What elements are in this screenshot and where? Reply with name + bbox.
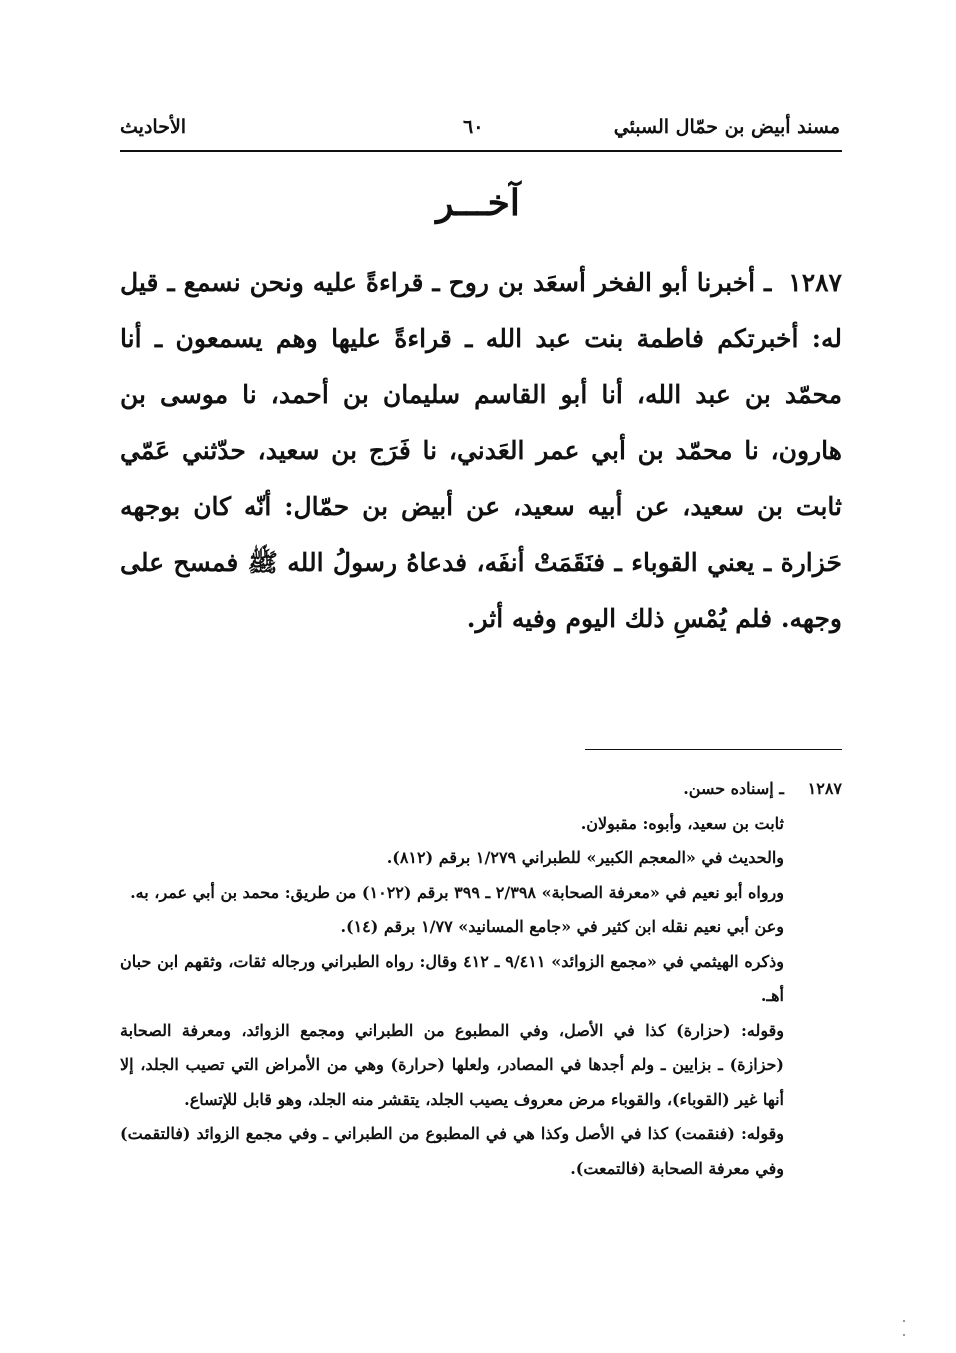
chapter-heading: آخـــر: [436, 182, 520, 224]
footnote-line: وعن أبي نعيم نقله ابن كثير في «جامع المسانيد» ١/٧٧ برقم (١٤).: [340, 917, 784, 936]
hadith-body: ـ أخبرنا أبو الفخر أسعَد بن روح ـ قراءةً عليه ونحن نسمع ـ قيل له: أخبرتكم فاطمة بنت عبد الله ـ قراءةً عليها وهم يسمعون ـ أنا محمّد بن عبد الله، أنا أبو القاسم سليمان بن أحمد، نا موسى بن هارون، نا محمّد بن أبي عمر العَدني، نا فَرَج بن سعيد، حدّثني عَمّي ثابت بن سعيد، عن أبيه سعيد، عن أبيض بن حمّال: أنّه كان بوجهه حَزارة ـ يعني القوباء ـ فنَقَمَتْ أنفَه، فدعاهُ رسولُ الله ﷺ فمسح على وجهه. فلم يُمْسِ ذلك اليوم وفيه أثر.: [120, 268, 842, 633]
footnote-line: ثابت بن سعيد، وأبوه: مقبولان.: [580, 813, 784, 833]
hadith-number: ١٢٨٧: [788, 268, 842, 297]
footnote-line: [120, 772, 842, 807]
section-title: الأحاديث: [120, 116, 187, 138]
header-divider: [120, 150, 842, 152]
book-title: مسند أبيض بن حمّال السبئي: [613, 116, 840, 138]
footnote-line: وذكره الهيثمي في «مجمع الزوائد» ٩/٤١١ ـ ٤١٢ وقال: رواه الطبراني ورجاله ثقات، وثقهم ابن حبان أهـ.: [120, 951, 785, 1005]
footnote-line: وقوله: (حزارة) كذا في الأصل، وفي المطبوع من الطبراني ومجمع الزوائد، ومعرفة الصحابة (حزازة) ـ بزايين ـ ولم أجدها في المصادر، ولعلها (حرارة) وهي من الأمراض التي تصيب الجلد، إلا أنها غير (القوباء)، والقوباء مرض معروف يصيب الجلد، يتقشر منه الجلد، وهو قابل للإتساع.: [120, 1020, 784, 1109]
footnote-line: والحديث في «المعجم الكبير» للطبراني ١/٢٧٩ برقم (٨١٢).: [386, 848, 784, 867]
footnote-line: ورواه أبو نعيم في «معرفة الصحابة» ٢/٣٩٨ ـ ٣٩٩ برقم (١٠٢٢) من طريق: محمد بن أبي عمر، به.: [130, 882, 784, 902]
footnote-number: ١٢٨٧: [807, 779, 842, 798]
footnote-divider: [585, 749, 842, 750]
running-header: [120, 112, 840, 146]
hadith-text: [120, 255, 842, 647]
scan-mark: [903, 1320, 905, 1322]
footnotes: [120, 772, 842, 1186]
page-number: ٦٠: [463, 116, 484, 138]
scan-mark: [903, 1334, 905, 1336]
footnote-text: ـ إسناده حسن.: [683, 779, 784, 798]
footnote-line: وقوله: (فنقمت) كذا في الأصل وكذا هي في المطبوع من الطبراني ـ وفي مجمع الزوائد (فالتقمت) وفي معرفة الصحابة (فالتمعت).: [120, 1124, 784, 1178]
